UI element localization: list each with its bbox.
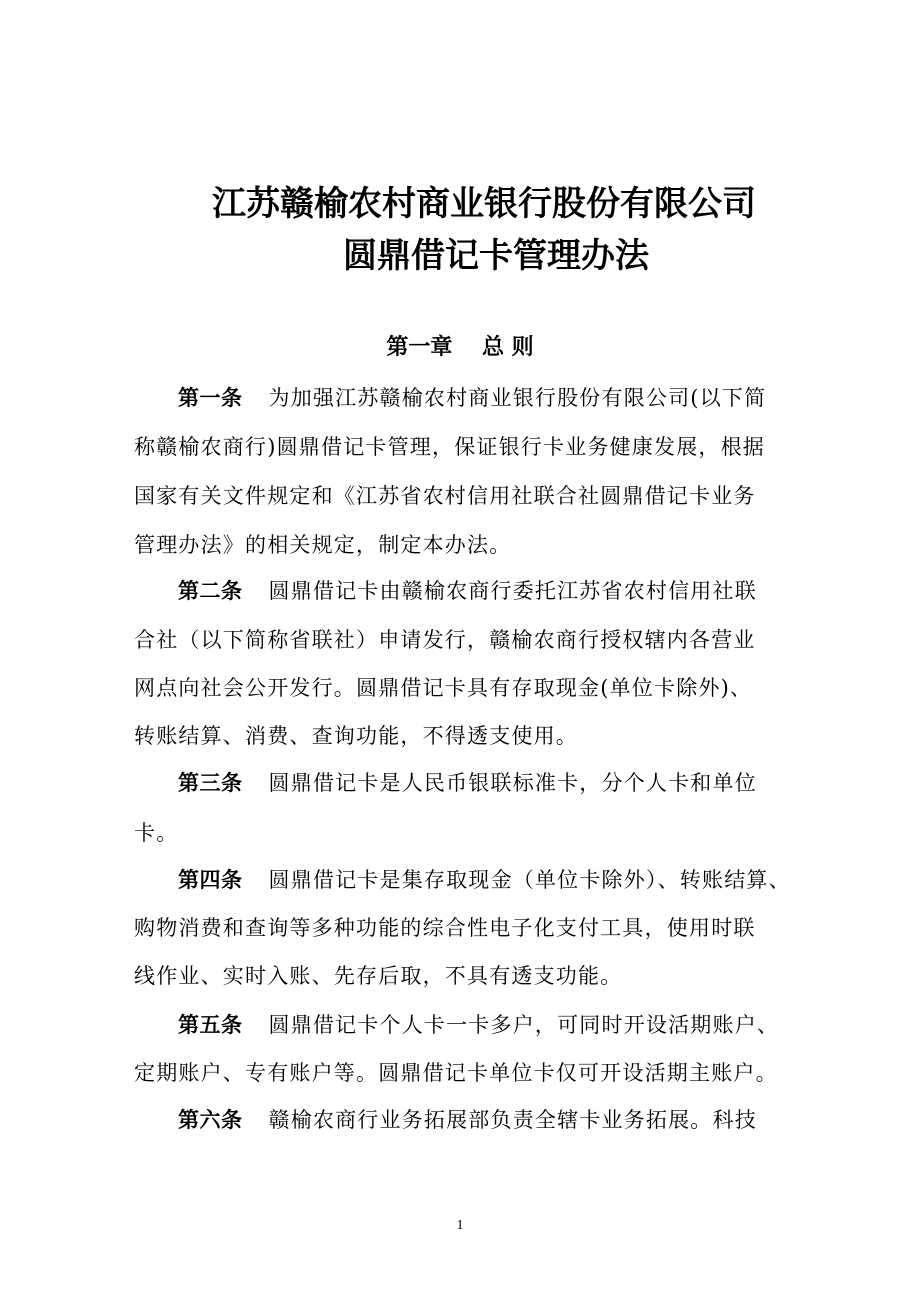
article-2-text: 圆鼎借记卡由赣榆农商行委托江苏省农村信用社联 (268, 579, 757, 603)
article-3-label: 第三条 (178, 771, 243, 795)
article-2-line-4: 转账结算、消费、查询功能，不得透支使用。 (134, 724, 578, 748)
article-4-label: 第四条 (178, 868, 243, 892)
document-title-line-2: 圆鼎借记卡管理办法 (343, 236, 649, 276)
article-1-line-3: 国家有关文件规定和《江苏省农村信用社联合社圆鼎借记卡业务 (134, 484, 756, 508)
article-1-line-4: 管理办法》的相关规定，制定本办法。 (134, 533, 512, 557)
article-5-line-2: 定期账户、专有账户等。圆鼎借记卡单位卡仅可开设活期主账户。 (134, 1061, 778, 1085)
article-2-line-1 (178, 576, 858, 606)
article-4-line-3: 线作业、实时入账、先存后取，不具有透支功能。 (134, 964, 623, 988)
article-5-line-1 (178, 1010, 858, 1040)
article-5-label: 第五条 (178, 1013, 243, 1037)
article-1-line-1 (178, 383, 858, 413)
article-3-text: 圆鼎借记卡是人民币银联标准卡，分个人卡和单位 (268, 771, 757, 795)
article-2-line-2: 合社（以下简称省联社）申请发行，赣榆农商行授权辖内各营业 (134, 628, 756, 652)
article-6-text: 赣榆农商行业务拓展部负责全辖卡业务拓展。科技 (268, 1108, 757, 1132)
article-2-line-3: 网点向社会公开发行。圆鼎借记卡具有存取现金(单位卡除外)、 (134, 676, 753, 700)
page-number: 1 (456, 1218, 464, 1233)
article-2-label: 第二条 (178, 579, 243, 603)
document-title-line-1: 江苏赣榆农村商业银行股份有限公司 (212, 184, 756, 224)
article-4-text: 圆鼎借记卡是集存取现金（单位卡除外）、转账结算、 (268, 868, 791, 892)
chapter-heading: 第一章 总 则 (386, 335, 534, 360)
article-1-label: 第一条 (178, 386, 243, 410)
article-5-text: 圆鼎借记卡个人卡一卡多户，可同时开设活期账户、 (268, 1013, 780, 1037)
article-4-line-2: 购物消费和查询等多种功能的综合性电子化支付工具，使用时联 (134, 916, 756, 940)
article-3-line-2: 卡。 (134, 821, 179, 845)
article-3-line-1 (178, 768, 858, 798)
article-4-line-1 (178, 865, 858, 895)
article-1-line-2: 称赣榆农商行)圆鼎借记卡管理，保证银行卡业务健康发展，根据 (134, 435, 765, 459)
article-6-line-1 (178, 1105, 858, 1135)
article-1-text: 为加强江苏赣榆农村商业银行股份有限公司(以下简 (268, 386, 767, 410)
article-6-label: 第六条 (178, 1108, 243, 1132)
